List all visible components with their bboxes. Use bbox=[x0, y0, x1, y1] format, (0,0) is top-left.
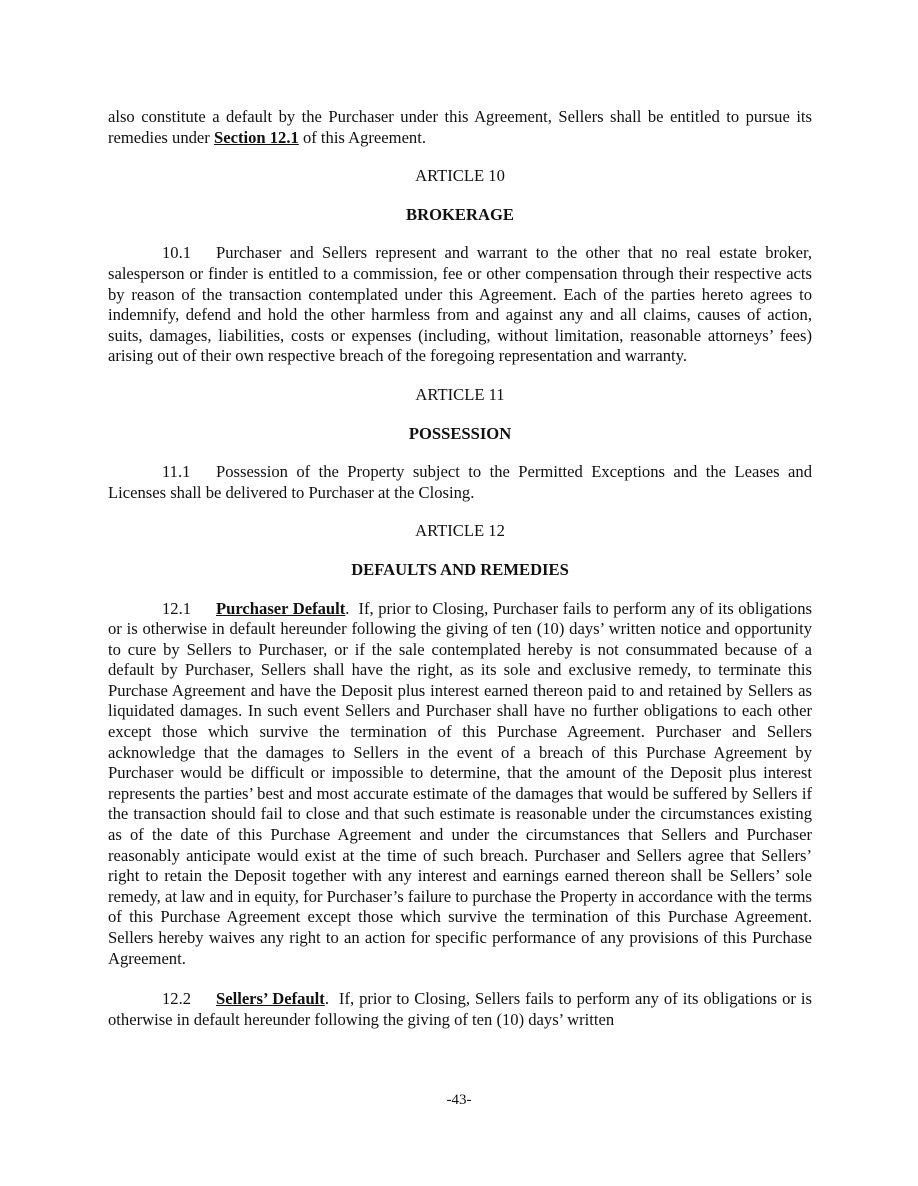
continuation-paragraph bbox=[108, 107, 812, 148]
article-11-title: POSSESSION bbox=[408, 423, 512, 443]
article-12-number: ARTICLE 12 bbox=[415, 521, 505, 541]
section-11-1 bbox=[108, 462, 812, 503]
section-12-1-heading: Purchaser Default bbox=[216, 598, 346, 618]
section-reference-link: Section 12.1 bbox=[213, 127, 299, 147]
article-11-number: ARTICLE 11 bbox=[415, 384, 505, 404]
section-11-1-number: 11.1 bbox=[162, 462, 191, 482]
continuation-text-after: of this Agreement. bbox=[298, 127, 426, 147]
article-12-title: DEFAULTS AND REMEDIES bbox=[351, 559, 569, 579]
section-12-2: 12.2 Sellers’ Default. If, prior to Closing, Sellers fails to perform any of its obligations or is otherwise in default hereunder following the giving of ten (10) days’ written bbox=[108, 989, 812, 1029]
article-10-number: ARTICLE 10 bbox=[415, 166, 505, 186]
page-number: -43- bbox=[446, 1092, 472, 1108]
section-12-2-heading: Sellers’ Default bbox=[216, 989, 325, 1009]
section-10-1-text: Purchaser and Sellers represent and warrant to the other that no real estate broker, salesperson or finder is entitled to a commission, fee or other compensation through their respective acts by reason of the transaction contemplated under this Agreement. Each of the parties hereto agrees to indemnify, defend and hold the other harmless from and against any and all claims, causes of action, suits, damages, liabilities, costs or expenses (including, without limitation, reasonable attorneys’ fees) arising out of their own respective breach of the foregoing representation and warranty. bbox=[108, 243, 812, 366]
document-body bbox=[108, 107, 812, 1030]
section-12-1-number: 12.1 bbox=[162, 598, 192, 618]
section-12-2-number: 12.2 bbox=[162, 989, 192, 1009]
article-10-title: BROKERAGE bbox=[406, 204, 514, 224]
section-12-1: 12.1 Purchaser Default. If, prior to Closing, Purchaser fails to perform any of its obligations or is otherwise in default hereunder following the giving of ten (10) days’ written notice and opportunity to cure by Sellers to Purchaser, or if the sale contemplated hereby is not consummated because of a default by Purchaser, Sellers shall have the right, as its sole and exclusive remedy, to terminate this Purchase Agreement and have the Deposit plus interest earned thereon paid to and retained by Sellers as liquidated damages. In such event Sellers and Purchaser shall have no further obligations to each other except those which survive the termination of this Purchase Agreement. Purchaser and Sellers acknowledge that the damages to Sellers in the event of a breach of this Purchase Agreement by Purchaser would be difficult or impossible to determine, that the amount of the Deposit plus interest represents the parties’ best and most accurate estimate of the damages that would be suffered by Sellers if the transaction should fail to close and that such estimate is reasonable under the circumstances existing as of the date of this Purchase Agreement and under the circumstances that Sellers and Purchaser reasonably anticipate would exist at the time of such breach. Purchaser and Sellers agree that Sellers’ right to retain the Deposit together with any interest and earnings earned thereon shall be Sellers’ sole remedy, at law and in equity, for Purchaser’s failure to purchase the Property in accordance with the terms of this Purchase Agreement except those which survive the termination of this Purchase Agreement. Sellers hereby waives any right to an action for specific performance of any provisions of this Purchase Agreement. bbox=[108, 598, 812, 968]
section-10-1 bbox=[108, 243, 812, 367]
section-11-1-text: Possession of the Property subject to the Permitted Exceptions and the Leases and Licenses shall be delivered to Purchaser at the Closing. bbox=[108, 462, 812, 502]
continuation-text-before: also constitute a default by the Purchaser under this Agreement, Sellers shall be entitled to pursue its remedies under bbox=[108, 107, 812, 147]
section-10-1-number: 10.1 bbox=[162, 243, 192, 263]
section-12-2-text: If, prior to Closing, Sellers fails to perform any of its obligations or is otherwise in default hereunder following the giving of ten (10) days’ written bbox=[108, 989, 812, 1029]
section-12-1-text: If, prior to Closing, Purchaser fails to perform any of its obligations or is otherwise in default hereunder following the giving of ten (10) days’ written notice and opportunity to cure by Sellers to Purchaser, or if the sale contemplated hereby is not consummated because of a default by Purchaser, Sellers shall have the right, as its sole and exclusive remedy, to terminate this Purchase Agreement and have the Deposit plus interest earned thereon paid to and retained by Sellers as liquidated damages. In such event Sellers and Purchaser shall have no further obligations to each other except those which survive the termination of this Purchase Agreement. Purchaser and Sellers acknowledge that the damages to Sellers in the event of a breach of this Purchase Agreement by Purchaser would be difficult or impossible to determine, that the amount of the Deposit plus interest represents the parties’ best and most accurate estimate of the damages that would be suffered by Sellers if the transaction should fail to close and that such estimate is reasonable under the circumstances existing as of the date of this Purchase Agreement and under the circumstances that Sellers and Purchaser reasonably anticipate would exist at the time of such breach. Purchaser and Sellers agree that Sellers’ right to retain the Deposit together with any interest and earnings earned thereon shall be Sellers’ sole remedy, at law and in equity, for Purchaser’s failure to purchase the Property in accordance with the terms of this Purchase Agreement except those which survive the termination of this Purchase Agreement. Sellers hereby waives any right to an action for specific performance of any provisions of this Purchase Agreement. bbox=[108, 598, 812, 968]
paragraph-spacer bbox=[108, 969, 812, 989]
